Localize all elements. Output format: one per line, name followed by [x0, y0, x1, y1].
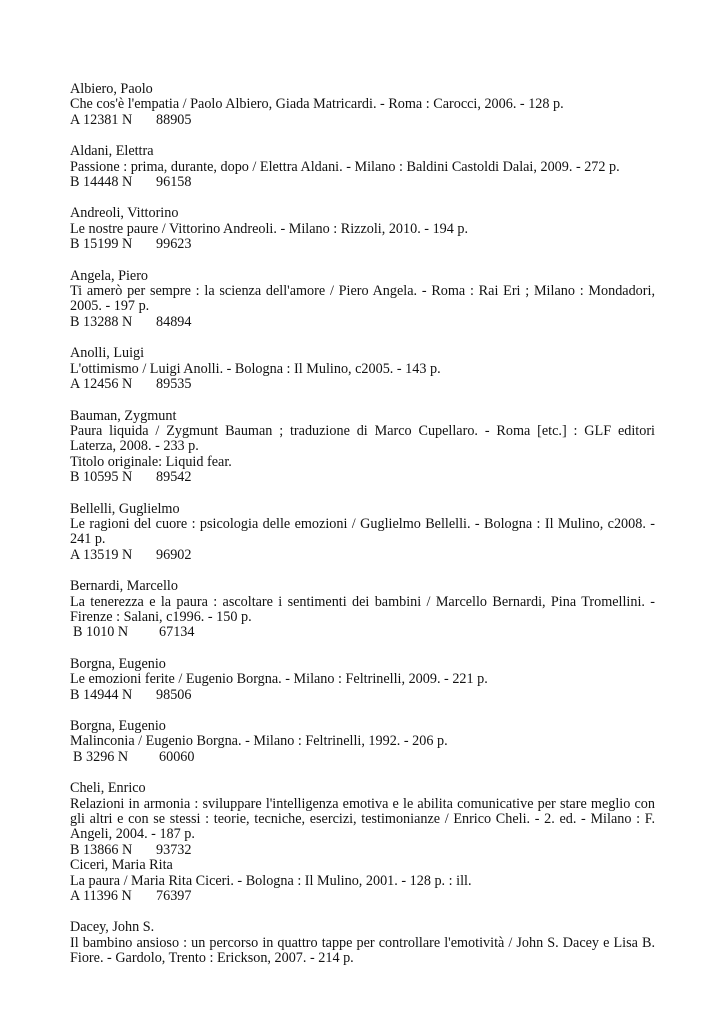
entry-description: Ti amerò per sempre : la scienza dell'amore / Piero Angela. - Roma : Rai Eri ; Milano : Mondadori, 2005. - 197 p. [70, 283, 655, 315]
entry-location [70, 843, 655, 858]
shelf-mark: B 10595 N [70, 469, 133, 486]
entry-author: Borgna, Eugenio [70, 655, 166, 672]
inventory-number: 99623 [156, 236, 192, 253]
entry-location [70, 548, 655, 563]
inventory-number: 89535 [156, 376, 192, 393]
entry-author: Dacey, John S. [70, 919, 155, 936]
entry-location [70, 688, 655, 703]
entry-author: Cheli, Enrico [70, 780, 146, 797]
shelf-mark: B 13866 N [70, 841, 133, 858]
catalog-entry [70, 144, 655, 190]
entry-author: Bauman, Zygmunt [70, 407, 177, 424]
entry-note: Titolo originale: Liquid fear. [70, 453, 232, 470]
entry-author: Ciceri, Maria Rita [70, 857, 173, 874]
entry-location [70, 625, 655, 640]
inventory-number: 93732 [156, 841, 192, 858]
shelf-mark: A 12456 N [70, 376, 133, 393]
shelf-mark: B 14944 N [70, 686, 133, 703]
entry-description: Le ragioni del cuore : psicologia delle emozioni / Guglielmo Bellelli. - Bologna : Il Mulino, c2008. - 241 p. [70, 515, 655, 548]
entry-description: La tenerezza e la paura : ascoltare i sentimenti dei bambini / Marcello Bernardi, Pina Tromellini. - Firenze : Salani, c1996. - 150 p. [70, 593, 655, 625]
catalog-entry [70, 781, 655, 858]
entry-location [70, 377, 655, 392]
inventory-number: 89542 [156, 469, 192, 486]
entry-description: Malinconia / Eugenio Borgna. - Milano : Feltrinelli, 1992. - 206 p. [70, 733, 448, 750]
entry-location [70, 750, 655, 765]
shelf-mark: B 14448 N [70, 174, 133, 191]
inventory-number: 60060 [159, 748, 195, 765]
inventory-number: 84894 [156, 313, 192, 330]
entry-description: Relazioni in armonia : sviluppare l'intelligenza emotiva e le abilita comunicative per stare meglio con gli altri e con se stessi : teorie, tecniche, esercizi, testimonianze / Enrico Cheli. - 2. ed. - Milano : F. Angeli, 2004. - 187 p. [70, 795, 655, 843]
catalog-entry [70, 657, 655, 703]
catalog-entry [70, 719, 655, 765]
catalog-entry [70, 579, 655, 641]
entry-description: Il bambino ansioso : un percorso in quattro tappe per controllare l'emotività / John S. Dacey e Lisa B. Fiore. - Gardolo, Trento : Erickson, 2007. - 214 p. [70, 934, 655, 967]
entry-description: Le emozioni ferite / Eugenio Borgna. - Milano : Feltrinelli, 2009. - 221 p. [70, 671, 488, 688]
inventory-number: 76397 [156, 888, 192, 905]
entry-author: Aldani, Elettra [70, 143, 154, 160]
entry-author: Albiero, Paolo [70, 81, 153, 97]
catalog-entry [70, 409, 655, 486]
shelf-mark: A 12381 N [70, 111, 133, 128]
catalog-page [70, 82, 655, 983]
catalog-entry [70, 346, 655, 392]
catalog-entry [70, 269, 655, 331]
entry-location [70, 470, 655, 485]
shelf-mark: B 15199 N [70, 236, 133, 253]
entry-description: Che cos'è l'empatia / Paolo Albiero, Giada Matricardi. - Roma : Carocci, 2006. - 128 p. [70, 96, 564, 113]
entry-description: L'ottimismo / Luigi Anolli. - Bologna : Il Mulino, c2005. - 143 p. [70, 360, 441, 377]
shelf-mark: A 13519 N [70, 546, 133, 563]
entry-location [70, 113, 655, 128]
entry-author: Angela, Piero [70, 267, 149, 284]
shelf-mark: B 1010 N [73, 624, 129, 641]
shelf-mark: B 13288 N [70, 313, 133, 330]
catalog-entry [70, 502, 655, 564]
entry-description: Passione : prima, durante, dopo / Elettra Aldani. - Milano : Baldini Castoldi Dalai, 2009. - 272 p. [70, 158, 620, 175]
inventory-number: 67134 [159, 624, 195, 641]
inventory-number: 98506 [156, 686, 192, 703]
inventory-number: 96158 [156, 174, 192, 191]
entry-description: La paura / Maria Rita Ciceri. - Bologna : Il Mulino, 2001. - 128 p. : ill. [70, 872, 472, 889]
entry-location [70, 237, 655, 252]
catalog-entry [70, 920, 655, 966]
entry-author: Borgna, Eugenio [70, 718, 166, 734]
entry-location [70, 889, 655, 904]
entry-author: Bernardi, Marcello [70, 578, 178, 595]
entry-author: Andreoli, Vittorino [70, 205, 179, 222]
entry-description: Paura liquida / Zygmunt Bauman ; traduzione di Marco Cupellaro. - Roma [etc.] : GLF editori Laterza, 2008. - 233 p. [70, 422, 655, 455]
entry-author: Bellelli, Guglielmo [70, 500, 180, 517]
shelf-mark: A 11396 N [70, 888, 132, 905]
shelf-mark: B 3296 N [73, 748, 129, 765]
entry-location [70, 315, 655, 330]
entry-description: Le nostre paure / Vittorino Andreoli. - Milano : Rizzoli, 2010. - 194 p. [70, 220, 469, 237]
catalog-entry [70, 206, 655, 252]
catalog-entry [70, 858, 655, 904]
catalog-entry [70, 82, 655, 128]
inventory-number: 96902 [156, 546, 192, 563]
inventory-number: 88905 [156, 111, 192, 128]
entry-author: Anolli, Luigi [70, 345, 145, 362]
entry-location [70, 175, 655, 190]
